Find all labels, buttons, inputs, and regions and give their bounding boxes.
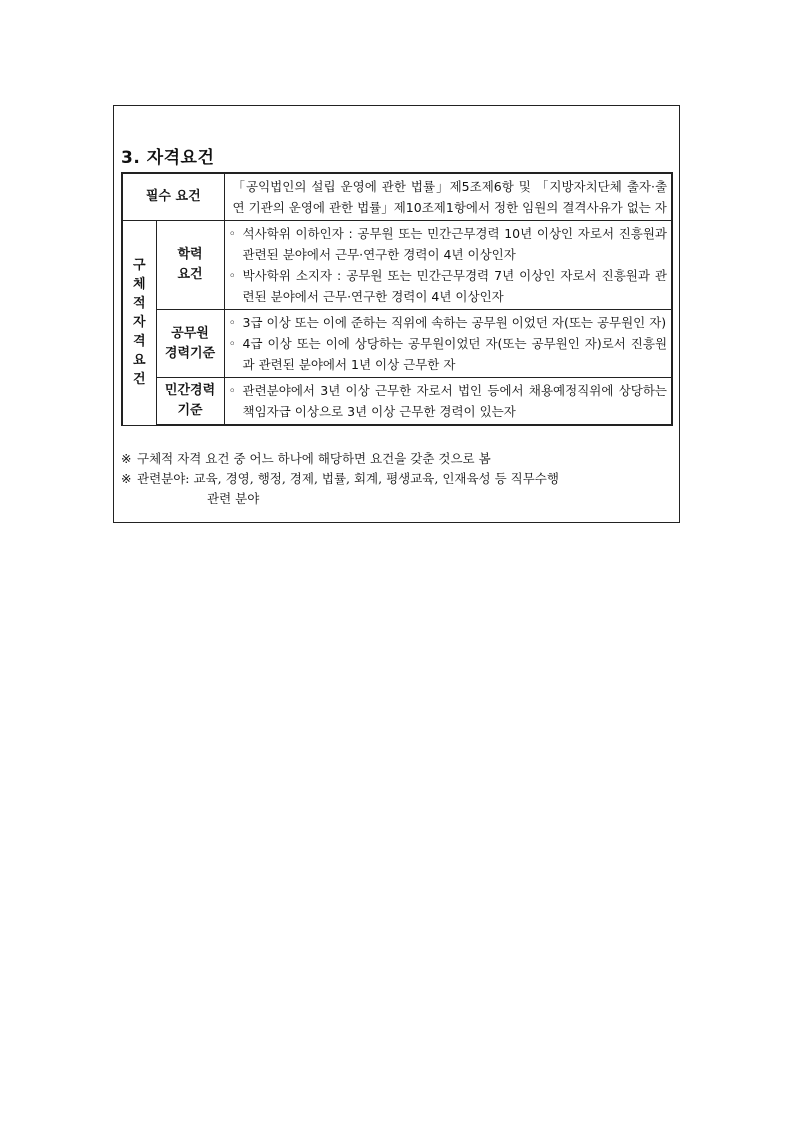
education-label: 학력 요건 — [156, 221, 224, 310]
list-item: ◦ 석사학위 이하인자 : 공무원 또는 민간근무경력 10년 이상인 자로서 진흥원과 관련된 분야에서 근무·연구한 경력이 4년 이상인자 — [228, 226, 668, 262]
requirements-table — [121, 172, 673, 426]
required-row — [122, 173, 672, 221]
private-career-label: 민간경력 기준 — [156, 378, 224, 426]
specific-requirements-header: 구 체 적 자 격 요 건 — [122, 221, 156, 426]
specific-row-private-career — [122, 378, 672, 426]
specific-row-public-service — [122, 310, 672, 378]
required-text: 「공익법인의 설립 운영에 관한 법률」제5조제6항 및 「지방자치단체 출자·출연 기관의 운영에 관한 법률」제10조제1항에서 정한 임원의 결격사유가 없는 자 — [224, 173, 672, 221]
public-service-label: 공무원 경력기준 — [156, 310, 224, 378]
list-item: ◦ 박사학위 소지자 : 공무원 또는 민간근무경력 7년 이상인 자로서 진흥원과 관련된 분야에서 근무·연구한 경력이 4년 이상인자 — [228, 268, 668, 304]
list-item: ◦ 관련분야에서 3년 이상 근무한 자로서 법인 등에서 채용예정직위에 상당하는 책임자급 이상으로 3년 이상 근무한 경력이 있는자 — [228, 383, 668, 419]
section-title: 3. 자격요건 — [121, 148, 215, 168]
list-item: ◦ 4급 이상 또는 이에 상당하는 공무원이었던 자(또는 공무원인 자)로서 진흥원과 관련된 분야에서 1년 이상 근무한 자 — [228, 336, 668, 372]
education-content — [224, 221, 672, 310]
specific-row-education — [122, 221, 672, 310]
list-item: ◦ 3급 이상 또는 이에 준하는 직위에 속하는 공무원 이었던 자(또는 공무원인 자) — [228, 315, 667, 330]
public-service-content — [224, 310, 672, 378]
notes — [121, 449, 673, 509]
note-1: ※ 구체적 자격 요건 중 어느 하나에 해당하면 요건을 갖춘 것으로 봄 — [121, 451, 491, 466]
note-2: ※ 관련분야: 교육, 경영, 행정, 경제, 법률, 회계, 평생교육, 인재육성 등 직무수행 관련 분야 — [121, 471, 559, 506]
required-header: 필수 요건 — [122, 173, 224, 221]
private-career-content — [224, 378, 672, 426]
